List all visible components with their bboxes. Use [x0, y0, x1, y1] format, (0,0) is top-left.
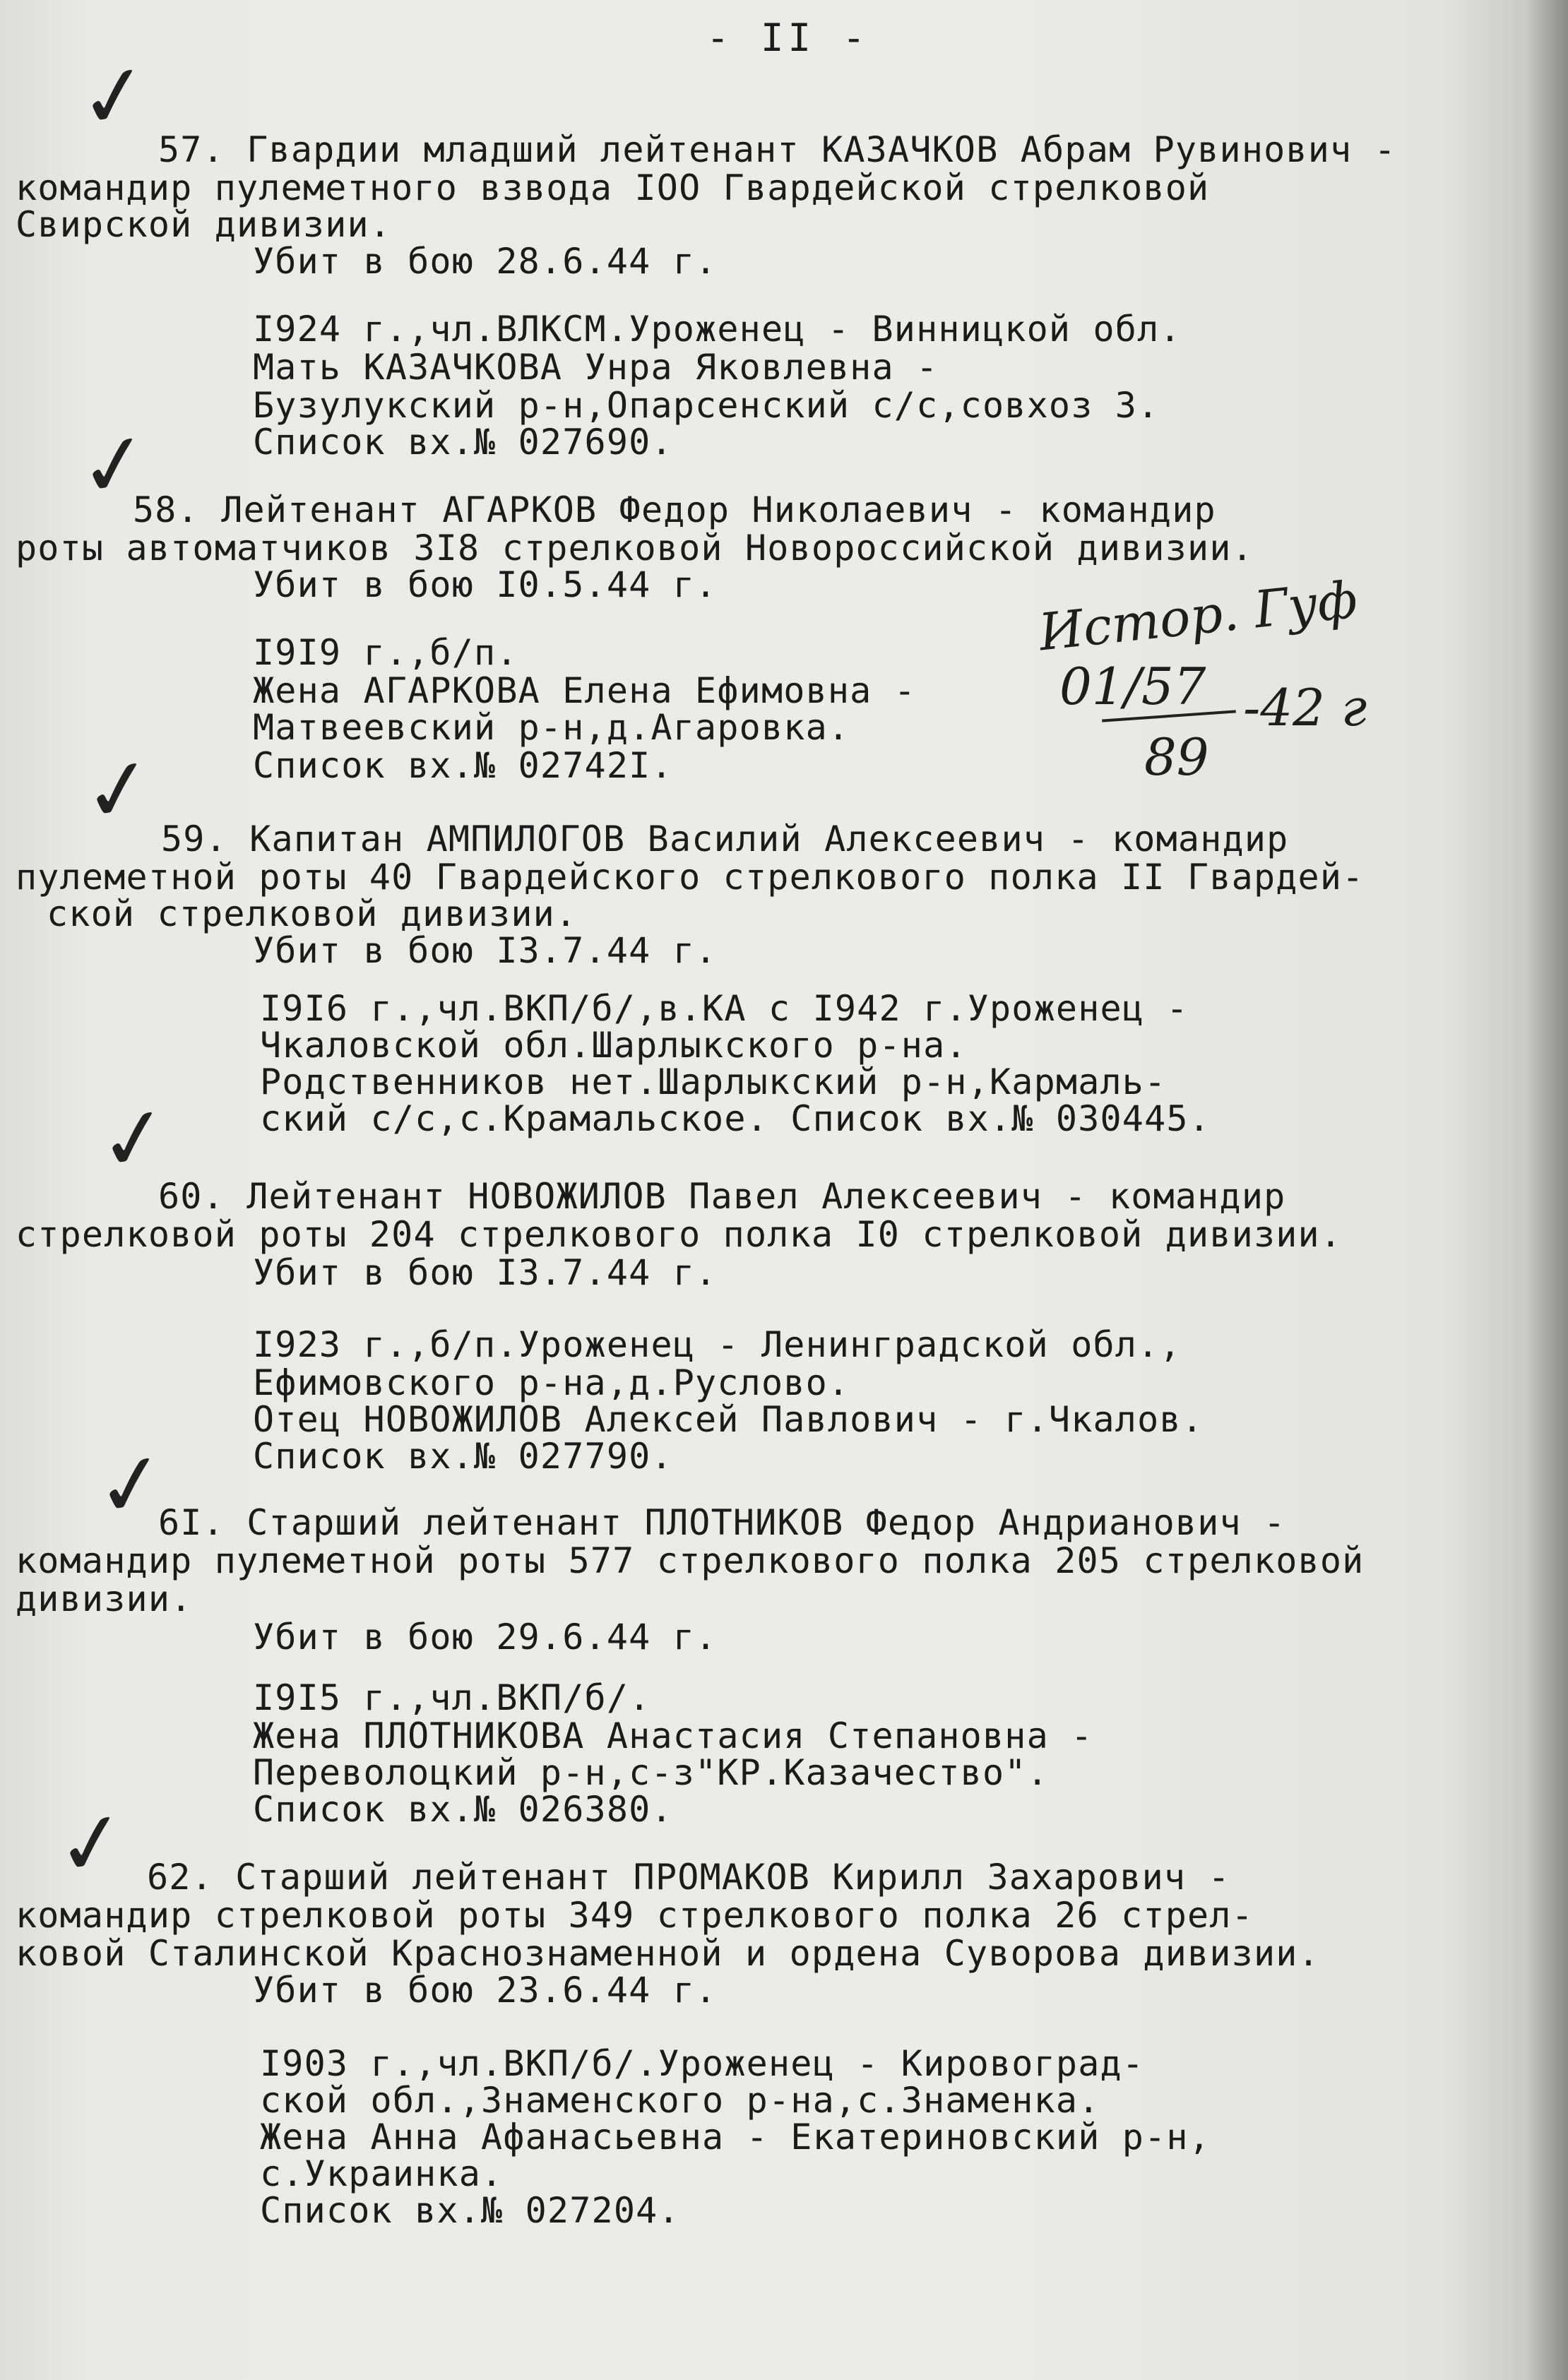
entry-text-line: ковой Сталинской Краснознаменной и ордена Суворова дивизии. [16, 1933, 1320, 1974]
entry-heading: 57. Гвардии младший лейтенант КАЗАЧКОВ Абрам Рувинович - [158, 129, 1396, 170]
checkmark: ✓ [49, 1790, 134, 1898]
checkmark: ✓ [76, 737, 161, 845]
entry-heading: 60. Лейтенант НОВОЖИЛОВ Павел Алексеевич - командир [158, 1176, 1286, 1217]
handwritten-fraction-numerator: 01/57 [1059, 657, 1206, 716]
entry-heading: 58. Лейтенант АГАРКОВ Федор Николаевич - командир [133, 489, 1216, 530]
bio-line: ский с/с,с.Крамальское. Список вх.№ 030445. [260, 1098, 1211, 1139]
death-date: Убит в бою 23.6.44 г. [253, 1970, 718, 2011]
bio-line: с.Украинка. [260, 2153, 504, 2194]
handwritten-archive-note: Истор. Гуф [1035, 569, 1360, 662]
bio-line: I9I5 г.,чл.ВКП/б/. [253, 1677, 651, 1718]
entry-text-line: командир пулеметного взвода IOO Гвардейской стрелковой [16, 167, 1210, 208]
entry-text-line: пулеметной роты 40 Гвардейского стрелкового полка II Гвардей- [16, 857, 1365, 898]
death-date: Убит в бою I3.7.44 г. [253, 1252, 718, 1293]
bio-line: I9I9 г.,б/п. [253, 632, 518, 673]
bio-line: I903 г.,чл.ВКП/б/.Уроженец - Кировоград- [260, 2043, 1145, 2084]
bio-line: Чкаловской обл.Шарлыкского р-на. [260, 1025, 968, 1066]
bio-line: ской обл.,Знаменского р-на,с.Знаменка. [260, 2080, 1100, 2121]
entry-text-line: стрелковой роты 204 стрелкового полка I0 стрелковой дивизии. [16, 1214, 1343, 1255]
bio-line: Родственников нет.Шарлыкский р-н,Кармаль- [260, 1061, 1167, 1102]
entry-text-line: командир стрелковой роты 349 стрелкового полка 26 стрел- [16, 1895, 1254, 1936]
bio-line: Отец НОВОЖИЛОВ Алексей Павлович - г.Чкалов. [253, 1399, 1204, 1440]
list-number: Список вх.№ 02742I. [253, 745, 673, 786]
bio-line: Переволоцкий р-н,с-з"КР.Казачество". [253, 1752, 1049, 1793]
bio-line: Матвеевский р-н,д.Агаровка. [253, 707, 850, 748]
entry-heading: 62. Старший лейтенант ПРОМАКОВ Кирилл Захарович - [147, 1857, 1230, 1898]
list-number: Список вх.№ 027204. [260, 2190, 680, 2231]
list-number: Список вх.№ 027790. [253, 1436, 673, 1477]
entry-text-line: дивизии. [16, 1578, 193, 1619]
bio-line: Мать КАЗАЧКОВА Унра Яковлевна - [253, 347, 939, 388]
entry-heading: 59. Капитан АМПИЛОГОВ Василий Алексеевич - командир [161, 819, 1289, 859]
checkmark: ✓ [72, 412, 157, 520]
list-number: Список вх.№ 027690. [253, 422, 673, 463]
bio-line: Бузулукский р-н,Опарсенский с/с,совхоз 3. [253, 385, 1160, 426]
checkmark: ✓ [92, 1085, 177, 1194]
page-number: - II - [706, 16, 870, 60]
list-number: Список вх.№ 026380. [253, 1789, 673, 1830]
entry-heading: 6I. Старший лейтенант ПЛОТНИКОВ Федор Андрианович - [158, 1502, 1286, 1543]
checkmark: ✓ [72, 43, 157, 151]
death-date: Убит в бою 28.6.44 г. [253, 241, 718, 282]
bio-line: Жена ПЛОТНИКОВА Анастасия Степановна - [253, 1715, 1093, 1756]
bio-line: Жена АГАРКОВА Елена Ефимовна - [253, 670, 917, 711]
handwritten-fraction-denominator: 89 [1144, 727, 1209, 787]
bio-line: I9I6 г.,чл.ВКП/б/,в.КА с I942 г.Уроженец - [260, 988, 1189, 1029]
entry-text-line: Свирской дивизии. [16, 204, 392, 245]
bio-line: I923 г.,б/п.Уроженец - Ленинградской обл., [253, 1324, 1182, 1365]
death-date: Убит в бою 29.6.44 г. [253, 1617, 718, 1658]
page-edge-shadow [1526, 0, 1568, 2380]
death-date: Убит в бою I3.7.44 г. [253, 930, 718, 971]
checkmark: ✓ [89, 1432, 174, 1540]
entry-text-line: роты автоматчиков 3I8 стрелковой Новороссийской дивизии. [16, 528, 1254, 569]
bio-line: I924 г.,чл.ВЛКСМ.Уроженец - Винницкой обл. [253, 309, 1182, 350]
entry-text-line: ской стрелковой дивизии. [47, 893, 578, 934]
bio-line: Жена Анна Афанасьевна - Екатериновский р-н, [260, 2117, 1211, 2158]
death-date: Убит в бою I0.5.44 г. [253, 564, 718, 605]
entry-text-line: командир пулеметной роты 577 стрелкового полка 205 стрелковой [16, 1540, 1365, 1581]
bio-line: Ефимовского р-на,д.Руслово. [253, 1362, 850, 1403]
handwritten-fraction-suffix: -42 г [1243, 678, 1367, 737]
